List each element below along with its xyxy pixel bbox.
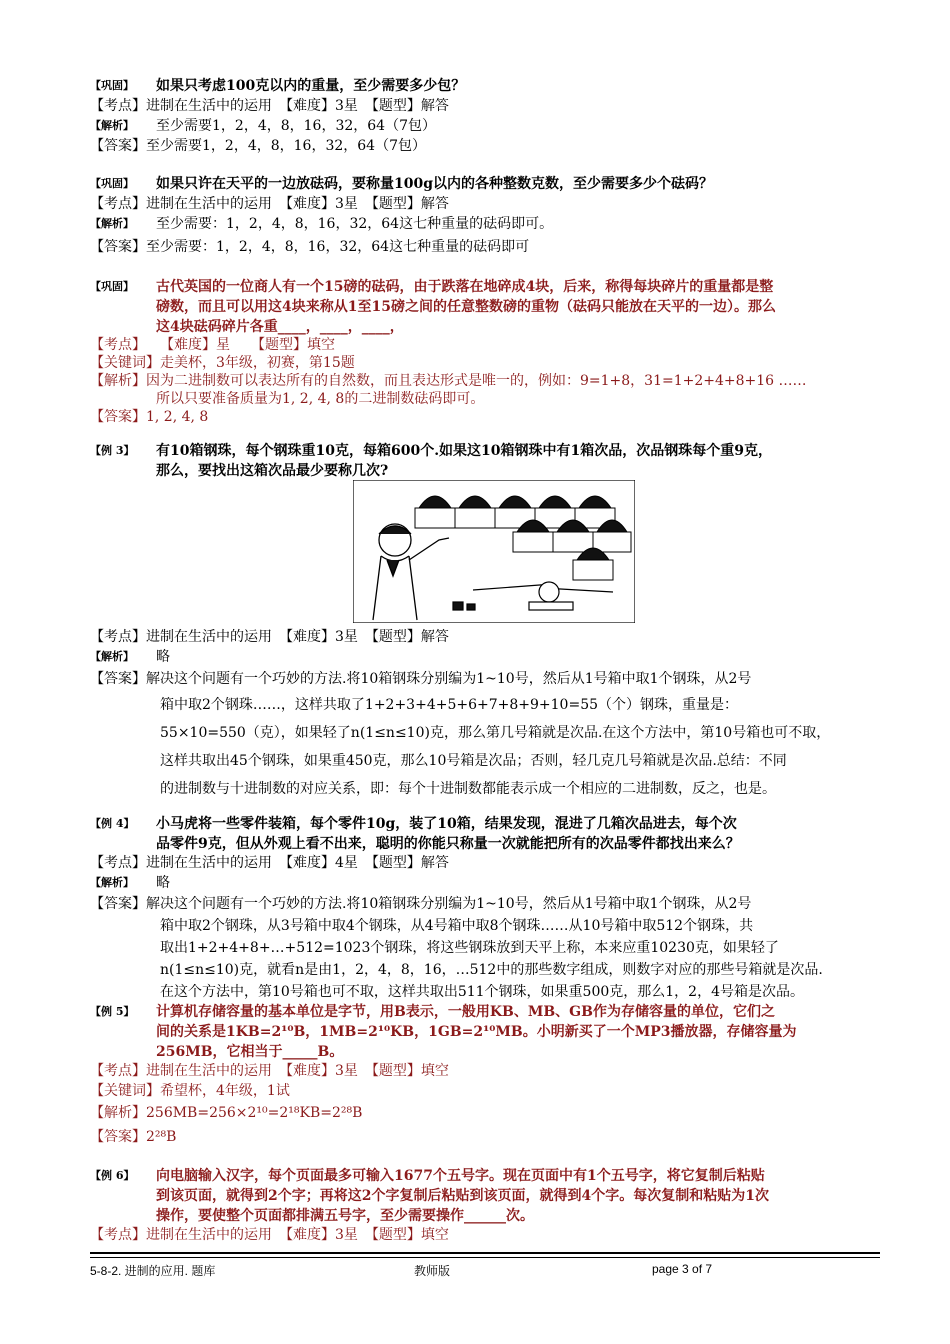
answer-line-2: 箱中取2个钢珠，从3号箱中取4个钢珠，从4号箱中取8个钢珠……从10号箱中取512个钢珠，共 <box>160 918 754 934</box>
answer-line-4: 这样共取出45个钢珠，如果重450克，那么10号箱是次品；否则，轻几克几号箱就是次品.总结：不同 <box>160 753 787 769</box>
question-text-line-2: 间的关系是1KB=2¹⁰B，1MB=2¹⁰KB，1GB=2¹⁰MB。小明新买了一个MP3播放器，存储容量为 <box>156 1024 797 1040</box>
answer-line: 【答案】至少需要1，2，4，8，16，32，64（7包） <box>90 138 426 154</box>
jiexi-line: 【解析】256MB=256×2¹⁰=2¹⁸KB=2²⁸B <box>90 1105 363 1121</box>
question-text-line-3: 这4块砝码碎片各重____，____，____， <box>156 319 404 335</box>
kaodian-line: 【考点】进制在生活中的运用 【难度】3星 【题型】解答 <box>90 629 449 645</box>
jiexi-tag: 【解析】 <box>90 119 134 132</box>
jiexi-text: 至少需要：1，2，4，8，16，32，64这七种重量的砝码即可。 <box>156 216 554 232</box>
question-text-line-3: 256MB，它相当于_____B。 <box>156 1044 344 1060</box>
kaodian-line: 【考点】进制在生活中的运用 【难度】3星 【题型】填空 <box>90 1063 449 1079</box>
footer-left: 5-8-2. 进制的应用. 题库 <box>90 1264 216 1278</box>
kaodian-line: 【考点】进制在生活中的运用 【难度】4星 【题型】解答 <box>90 855 449 871</box>
footer-page-number: page 3 of 7 <box>652 1262 713 1276</box>
answer-line-5: 在这个方法中，第10号箱也可不取，这样共取出511个钢珠，如果重500克，那么1，2，4号箱是次品。 <box>160 984 804 1000</box>
jiexi-tag: 【解析】 <box>90 650 134 663</box>
question-text-line-1: 古代英国的一位商人有一个15磅的砝码，由于跌落在地碎成4块，后来，称得每块碎片的重量都是整 <box>156 279 774 295</box>
kaodian-line: 【考点】进制在生活中的运用 【难度】3星 【题型】解答 <box>90 196 449 212</box>
example-tag: 【例 6】 <box>90 1169 135 1182</box>
answer-line-4: n(1≤n≤10)克，就看n是由1，2，4，8，16，…512中的那些数字组成，则数字对应的那些号箱就是次品. <box>160 962 823 978</box>
jiexi-line-1: 【解析】因为二进制数可以表达所有的自然数，而且表达形式是唯一的，例如：9=1+8，31=1+2+4+8+16 …… <box>90 373 807 389</box>
jiexi-line-2: 所以只要准备质量为1, 2, 4, 8的二进制数砝码即可。 <box>156 391 485 407</box>
question-3 <box>90 276 890 426</box>
question-text: 如果只考虑100克以内的重量，至少需要多少包？ <box>156 78 466 94</box>
answer-line: 【答案】2²⁸B <box>90 1129 177 1145</box>
question-tag: 【巩固】 <box>90 280 134 293</box>
example-tag: 【例 3】 <box>90 444 135 457</box>
example-tag: 【例 5】 <box>90 1005 135 1018</box>
question-text-line-2: 到该页面，就得到2个字；再将这2个字复制后粘贴到该页面，就得到4个字。每次复制和粘贴为1次 <box>156 1188 769 1204</box>
question-tag: 【巩固】 <box>90 177 134 190</box>
keyword-line: 【关键词】走美杯，3年级，初赛，第15题 <box>90 355 355 371</box>
answer-line-1: 【答案】解决这个问题有一个巧妙的方法.将10箱钢珠分别编为1~10号，然后从1号箱中取1个钢珠，从2号 <box>90 896 752 912</box>
example-3 <box>90 440 890 480</box>
question-tag: 【巩固】 <box>90 79 134 92</box>
question-text-line-1: 小马虎将一些零件装箱，每个零件10g，装了10箱，结果发现，混进了几箱次品进去，每个次 <box>156 816 737 832</box>
question-text: 如果只许在天平的一边放砝码，要称量100g以内的各种整数克数，至少需要多少个砝码？ <box>156 176 714 192</box>
answer-line-1: 【答案】解决这个问题有一个巧妙的方法.将10箱钢珠分别编为1~10号，然后从1号箱中取1个钢珠，从2号 <box>90 671 752 687</box>
jiexi-text: 略 <box>156 875 170 891</box>
jiexi-tag: 【解析】 <box>90 876 134 889</box>
answer-line: 【答案】1, 2, 4, 8 <box>90 409 209 425</box>
example-tag: 【例 4】 <box>90 817 135 830</box>
question-text-line-2: 品零件9克，但从外观上看不出来，聪明的你能只称量一次就能把所有的次品零件都找出来么？ <box>156 836 740 852</box>
example-5 <box>90 1001 890 1149</box>
kaodian-line: 【考点】进制在生活中的运用 【难度】3星 【题型】解答 <box>90 98 449 114</box>
question-text-line-1: 向电脑输入汉字，每个页面最多可输入1677个五号字。现在页面中有1个五号字，将它复制后粘贴 <box>156 1168 765 1184</box>
illustration-boy-with-balance <box>353 480 635 623</box>
answer-line-2: 箱中取2个钢珠……，这样共取了1+2+3+4+5+6+7+8+9+10=55（个）钢珠，重量是： <box>160 697 739 713</box>
kaodian-line: 【考点】 【难度】星 【题型】填空 <box>90 337 335 353</box>
footer-center: 教师版 <box>414 1264 451 1278</box>
footer-rule-thin <box>90 1257 880 1258</box>
question-text-line-3: 操作，要使整个页面都排满五号字，至少需要操作______次。 <box>156 1208 534 1224</box>
answer-line: 【答案】至少需要：1，2，4，8，16，32，64这七种重量的砝码即可 <box>90 239 530 255</box>
question-text-line-1: 有10箱钢珠，每个钢珠重10克，每箱600个.如果这10箱钢珠中有1箱次品，次品钢珠每个重9克， <box>156 443 773 459</box>
answer-line-3: 取出1+2+4+8+…+512=1023个钢珠，将这些钢珠放到天平上称，本来应重10230克，如果轻了 <box>160 940 779 956</box>
kaodian-line: 【考点】进制在生活中的运用 【难度】3星 【题型】填空 <box>90 1227 449 1243</box>
question-1 <box>90 76 890 156</box>
example-3-solution <box>90 627 890 803</box>
jiexi-text: 至少需要1，2，4，8，16，32，64（7包） <box>156 118 436 134</box>
jiexi-text: 略 <box>156 649 170 665</box>
question-text-line-1: 计算机存储容量的基本单位是字节，用B表示，一般用KB、MB、GB作为存储容量的单位，它们之 <box>156 1004 775 1020</box>
keyword-line: 【关键词】希望杯，4年级，1试 <box>90 1083 290 1099</box>
question-text-line-2: 那么，要找出这箱次品最少要称几次? <box>156 463 389 479</box>
example-4 <box>90 813 890 1003</box>
question-text-line-2: 磅数，而且可以用这4块来称从1至15磅之间的任意整数磅的重物（砝码只能放在天平的一边）。那么 <box>156 299 776 315</box>
example-6 <box>90 1165 890 1245</box>
answer-line-5: 的进制数与十进制数的对应关系，即：每个十进制数都能表示成一个相应的二进制数，反之，也是。 <box>160 781 776 797</box>
jiexi-tag: 【解析】 <box>90 217 134 230</box>
question-2 <box>90 174 890 257</box>
footer-rule <box>90 1252 880 1254</box>
answer-line-3: 55×10=550（克），如果轻了n(1≤n≤10)克，那么第几号箱就是次品.在这个方法中，第10号箱也可不取， <box>160 725 831 741</box>
